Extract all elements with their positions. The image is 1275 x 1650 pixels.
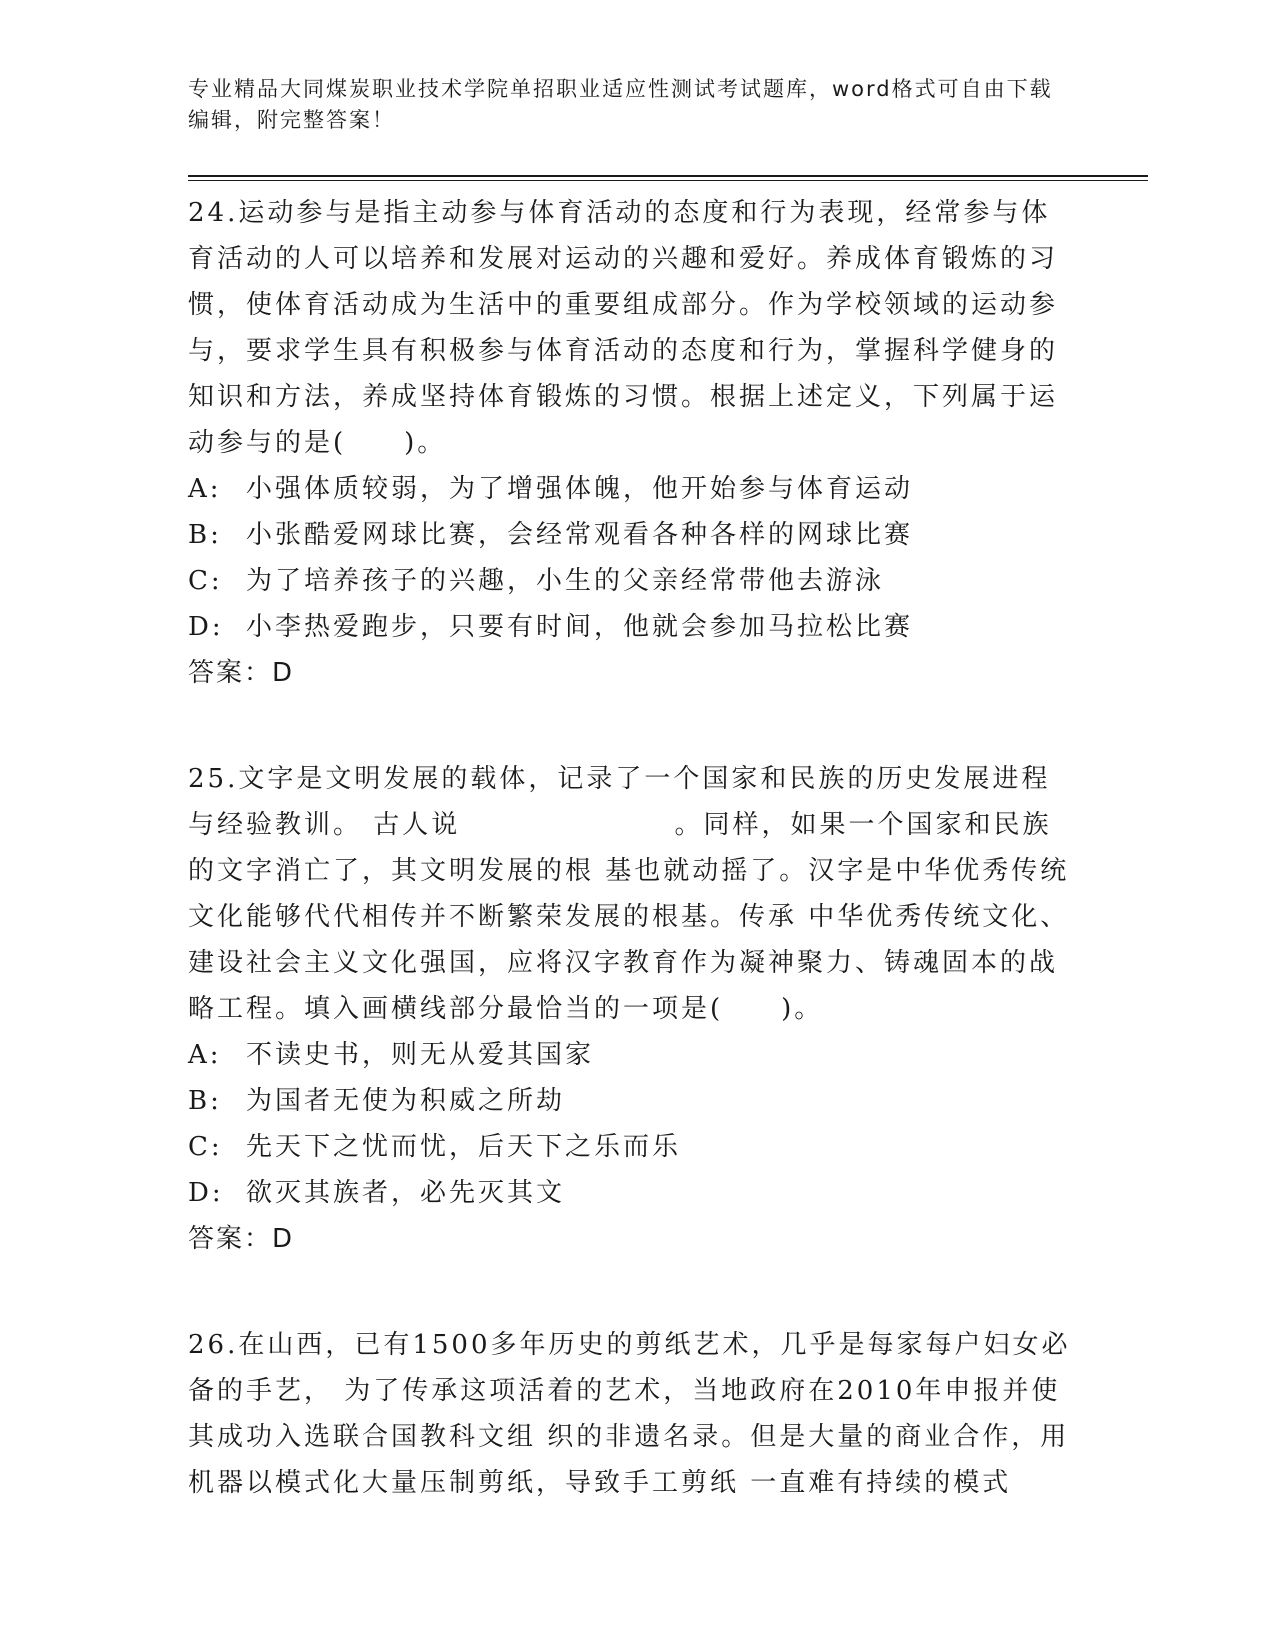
document-header: 专业精品大同煤炭职业技术学院单招职业适应性测试考试题库，word格式可自由下载编辑，附完整答案！ — [188, 77, 1053, 132]
option-letter: C: — [188, 566, 223, 596]
option-text: 小李热爱跑步，只要有时间，他就会参加马拉松比赛 — [246, 612, 914, 642]
option-letter: B: — [188, 1086, 222, 1116]
question-text: 25.文字是文明发展的载体，记录了一个国家和民族的历史发展进程与经验教训。 古人说 。同样，如果一个国家和民族的文字消亡了，其文明发展的根 基也就动摇了。汉字是中华优秀传统文化能够代代相传并不断繁荣发展的根基。传承 中华优秀传统文化、建设社会主义文化强国，应将汉字教育作为凝神聚力、铸魂固本的战略工程。填入画横线部分最恰当的一项是( )。 — [188, 764, 1070, 1024]
option-a — [188, 466, 1078, 512]
option-text: 小强体质较弱，为了增强体魄，他开始参与体育运动 — [246, 474, 914, 504]
question-list — [188, 190, 1078, 1506]
question-26 — [188, 1322, 1078, 1506]
question-text: 24.运动参与是指主动参与体育活动的态度和行为表现，经常参与体育活动的人可以培养和发展对运动的兴趣和爱好。养成体育锻炼的习惯，使体育活动成为生活中的重要组成部分。作为学校领域的运动参与，要求学生具有积极参与体育活动的态度和行为，掌握科学健身的知识和方法，养成坚持体育锻炼的习惯。根据上述定义，下列属于运动参与的是( )。 — [188, 198, 1059, 458]
option-letter: D: — [188, 1178, 224, 1208]
question-text: 26.在山西，已有1500多年历史的剪纸艺术，几乎是每家每户妇女必备的手艺， 为了传承这项活着的艺术，当地政府在2010年申报并使其成功入选联合国教科文组 织的非遗名录。但是大量的商业合作，用机器以模式化大量压制剪纸，导致手工剪纸 一直难有持续的模式 — [188, 1330, 1071, 1498]
header-rule-thin — [188, 180, 1148, 181]
question-25 — [188, 756, 1078, 1262]
option-text: 为国者无使为积威之所劫 — [246, 1086, 566, 1116]
option-d — [188, 604, 1078, 650]
option-letter: B: — [188, 520, 222, 550]
option-text: 小张酷爱网球比赛，会经常观看各种各样的网球比赛 — [246, 520, 914, 550]
option-letter: C: — [188, 1132, 223, 1162]
option-b — [188, 1078, 1078, 1124]
answer-text: 答案：D — [188, 658, 295, 688]
option-c — [188, 558, 1078, 604]
option-letter: D: — [188, 612, 224, 642]
option-text: 欲灭其族者，必先灭其文 — [246, 1178, 566, 1208]
option-a — [188, 1032, 1078, 1078]
option-b — [188, 512, 1078, 558]
option-text: 为了培养孩子的兴趣，小生的父亲经常带他去游泳 — [246, 566, 885, 596]
option-c — [188, 1124, 1078, 1170]
header-rule-thick — [188, 175, 1148, 177]
option-text: 不读史书，则无从爱其国家 — [246, 1040, 595, 1070]
question-24 — [188, 190, 1078, 696]
option-letter: A: — [188, 1040, 222, 1070]
option-text: 先天下之忧而忧，后天下之乐而乐 — [246, 1132, 682, 1162]
option-d — [188, 1170, 1078, 1216]
option-letter: A: — [188, 474, 222, 504]
answer-text: 答案：D — [188, 1224, 295, 1254]
